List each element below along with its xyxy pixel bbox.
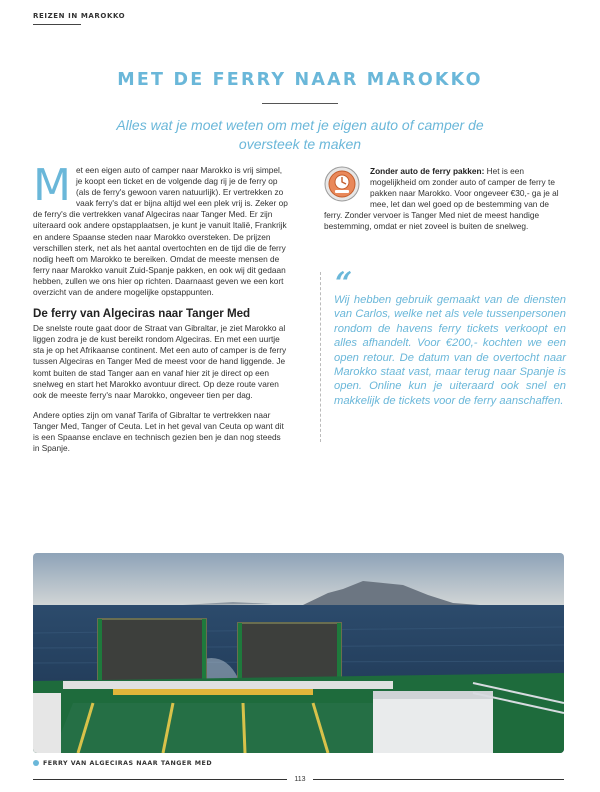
sidebar-lead: Zonder auto de ferry pakken: <box>370 166 485 176</box>
article-title: MET DE FERRY NAAR MAROKKO <box>117 70 483 90</box>
intro-paragraph <box>33 160 288 298</box>
article-subtitle: Alles wat je moet weten om met je eigen auto of camper de oversteek te maken <box>116 117 484 152</box>
sidebar-text: Het is een mogelijkheid om zonder auto of camper de ferry te pakken naar Marokko. Voor ongeveer €30,- ga je al mee, let dan wel goed op de bestemming van de ferry. Zonder vervoer is Tanger Med niet de meest handige bestemming, omdat er niet zoveel is buiten de snelweg. <box>324 166 559 232</box>
page-number: 113 <box>287 776 313 783</box>
photo-caption <box>33 760 212 767</box>
section-paragraph-1: De snelste route gaat door de Straat van Gibraltar, je ziet Marokko al liggen zodra je de kust bereikt rondom Algeciras. En met een uurtje sta je op het Afrikaanse continent. Met een auto of camper is de ferry tussen Algeciras en Tanger Med de meest voor de hand liggende. Je komt buiten de stad Tanger aan en vanaf hier zit je direct op een snelweg en start het Marokko avontuur direct. Op deze route varen ook de meeste ferry's naar Marokko, ongeveer tien per dag. <box>33 323 287 400</box>
right-column <box>324 166 564 233</box>
sidebar-paragraph <box>324 166 564 233</box>
dropcap: M <box>33 160 71 211</box>
section-paragraph-2: Andere opties zijn om vanaf Tarifa of Gibraltar te vertrekken naar Tanger Med, Tanger of Ceuta. Let in het geval van Ceuta op want dit is een Spaanse enclave en technisch gezien ben je dan nog steeds in Spanje. <box>33 409 284 454</box>
section-heading: De ferry van Algeciras naar Tanger Med <box>33 307 251 321</box>
quote-mark: “ <box>335 266 353 301</box>
quote-divider <box>320 272 321 442</box>
pull-quote: Wij hebben gebruik gemaakt van de diensten van Carlos, welke net als vele tussenpersonen rondom de havens ferry tickets verkoopt en alles afhandelt. Voor €200,- kochten we een open retour. De datum van de overtocht naar Marokko staat vast, maar terug naar Spanje is open. Online kun je uiteraard ook snel en makkelijk de tickets voor de ferry aanschaffen. <box>334 294 566 407</box>
section-rule <box>33 24 81 25</box>
caption-text: FERRY VAN ALGECIRAS NAAR TANGER MED <box>43 760 213 767</box>
intro-text: et een eigen auto of camper naar Marokko is vrij simpel, je koopt een ticket en de volgende dag rij je de ferry op (als de ferry's gewoon varen natuurlijk). Er vertrekken zo vaak ferry's dat er bijna altijd wel een plek vrij is. Zeker op de ferry's die vertrekken vanaf Algeciras naar Tanger Med. Er zijn uiteraard ook andere opstapplaatsen, je kunt je vanuit Italië, Frankrijk en andere Spaanse steden naar Marokko oversteken. De prijzen verschillen sterk, net als het aantal overtochten en de tijd die de ferry nodig heeft om Marokko te bereiken. Omdat de meeste mensen de ferry naar Marokko vanuit Zuid-Spanje pakken, en ook wij dit gedaan hebben, zullen we ons hier op richten. Daarnaast geven we een kort overzicht van de andere mogelijke opstappunten. <box>33 165 288 298</box>
left-column <box>33 160 288 463</box>
caption-dot-icon <box>33 760 39 766</box>
section-label: REIZEN IN MAROKKO <box>33 12 126 20</box>
title-rule <box>262 103 338 104</box>
ticket-badge-icon <box>324 166 360 202</box>
ferry-photo <box>33 553 564 753</box>
